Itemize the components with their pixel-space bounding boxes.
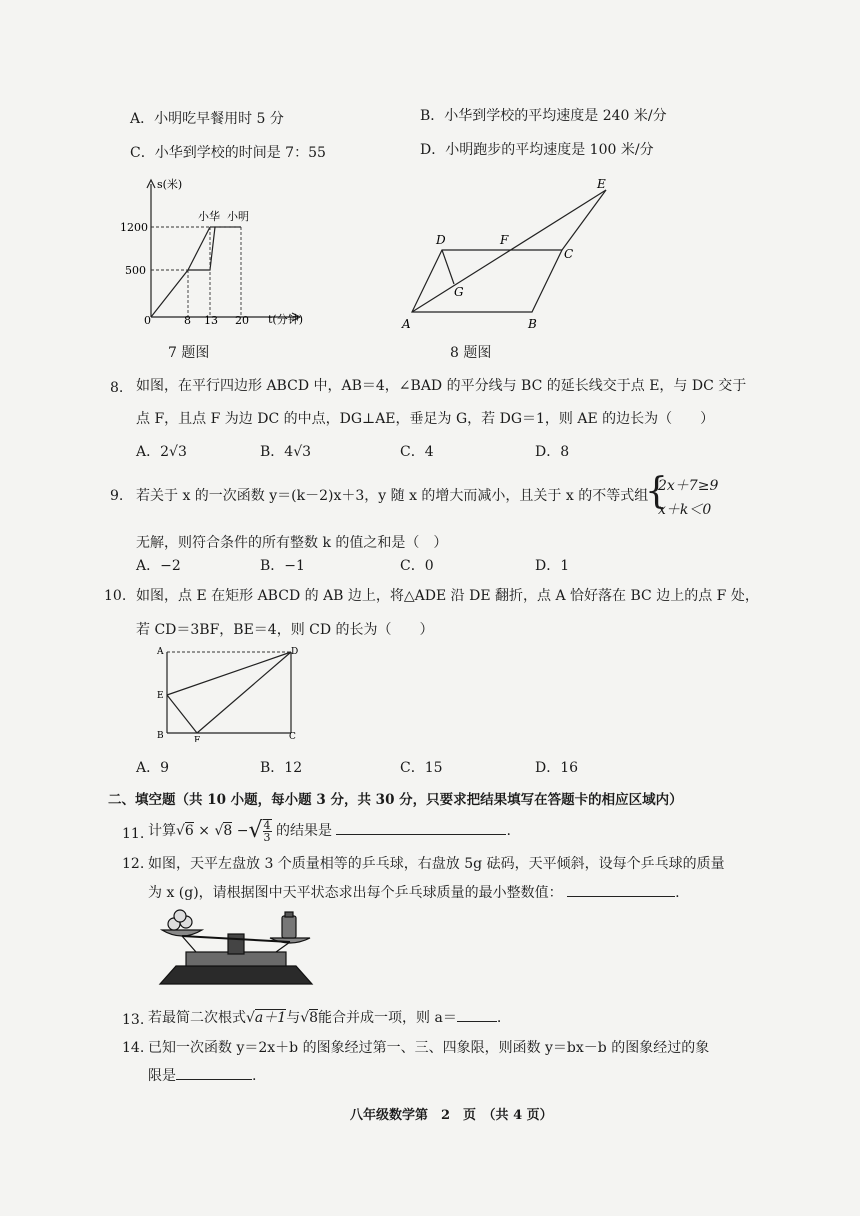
q10-point-a: A <box>157 647 164 657</box>
q8-number: 8. <box>110 380 124 396</box>
q8-point-c: C <box>564 247 574 261</box>
q10-option-d: D．16 <box>535 760 579 776</box>
q14-line2: 限是 <box>148 1068 176 1084</box>
q13-line: 若最简二次根式√a＋1与√8能合并成一项，则 a＝ . <box>148 1010 502 1026</box>
section2-title: 二、填空题（共 10 小题，每小题 3 分，共 30 分，只要求把结果填写在答题卡的相应区域内） <box>108 792 683 808</box>
q12-number: 12. <box>122 856 145 872</box>
q8-option-c: C．4 <box>400 444 434 460</box>
q8-point-a: A <box>402 317 411 331</box>
q11-prefix: 计算 <box>148 823 176 840</box>
q8-option-d: D．8 <box>535 444 570 460</box>
q8-point-e: E <box>597 177 606 191</box>
q13-radical-1: a＋1 <box>254 1010 287 1026</box>
q11-rad-b: 8 <box>223 823 233 840</box>
q10-point-c: C <box>289 732 296 742</box>
q7-option-a: A．小明吃早餐用时 5 分 <box>130 111 284 127</box>
q12-line2: 为 x (g)，请根据图中天平状态求出每个乒乓球质量的最小整数值： <box>148 885 563 901</box>
q12-line2-wrap: 为 x (g)，请根据图中天平状态求出每个乒乓球质量的最小整数值： . <box>148 885 680 901</box>
q10-point-b: B <box>157 731 164 741</box>
q12-answer-blank <box>567 896 675 897</box>
q13-mid: 与 <box>286 1010 301 1026</box>
balance-scale-image <box>156 908 316 990</box>
q14-number: 14. <box>122 1040 145 1056</box>
q7-x-tick-20: 20 <box>235 314 249 327</box>
q8-point-d: D <box>436 233 446 247</box>
q7-option-c: C．小华到学校的时间是 7：55 <box>130 145 326 161</box>
q8-point-b: B <box>528 317 537 331</box>
q9-option-a: A．−2 <box>136 558 181 574</box>
q7-option-b: B．小华到学校的平均速度是 240 米/分 <box>420 108 667 124</box>
q7-figure-caption: 7 题图 <box>168 345 210 361</box>
q7-y-tick-1200: 1200 <box>120 221 148 234</box>
q11-fraction: $\frac{4}{3}$ <box>263 818 271 845</box>
q7-label-xiaoming: 小明 <box>227 210 249 223</box>
q11-rad-a: 6 <box>184 823 194 840</box>
q11-answer-blank <box>336 834 506 835</box>
q7-label-xiaohua: 小华 <box>198 210 220 223</box>
q9-inequality-2: x＋k＜0 <box>658 502 712 518</box>
q9-brace: { <box>645 471 668 512</box>
q10-option-b: B．12 <box>260 760 303 776</box>
q9-inequality-1: 2x＋7≥9 <box>658 478 719 494</box>
q10-option-c: C．15 <box>400 760 443 776</box>
q11-minus: − <box>236 823 249 840</box>
q7-y-tick-500: 500 <box>125 264 146 277</box>
q8-figure-caption: 8 题图 <box>450 345 492 361</box>
q10-point-f: F <box>194 736 201 742</box>
q10-line1: 如图，点 E 在矩形 ABCD 的 AB 边上，将△ADE 沿 DE 翻折，点 A 恰好落在 BC 边上的点 F 处， <box>136 588 759 604</box>
q7-x-axis-label: t(分钟) <box>268 313 304 326</box>
q13-radical-2: 8 <box>309 1010 319 1026</box>
q8-point-g: G <box>454 285 464 299</box>
q10-point-d: D <box>291 647 299 657</box>
q7-y-axis-label: s(米) <box>157 178 183 191</box>
q13-answer-blank <box>457 1021 497 1022</box>
q7-origin: 0 <box>144 314 151 327</box>
q13-number: 13. <box>122 1012 145 1028</box>
q7-x-tick-8: 8 <box>184 314 191 327</box>
q13-suffix: 能合并成一项，则 a＝ <box>318 1010 457 1026</box>
q8-line1: 如图，在平行四边形 ABCD 中，AB＝4，∠BAD 的平分线与 BC 的延长线交于点 E，与 DC 交于 <box>136 378 747 394</box>
q11-number: 11. <box>122 826 145 842</box>
q10-number: 10. <box>104 588 127 604</box>
q9-line2: 无解，则符合条件的所有整数 k 的值之和是（ ） <box>136 535 448 551</box>
q9-option-c: C．0 <box>400 558 434 574</box>
q7-option-d: D．小明跑步的平均速度是 100 米/分 <box>420 142 654 158</box>
q14-answer-blank <box>176 1079 252 1080</box>
q13-prefix: 若最简二次根式 <box>148 1010 246 1026</box>
q14-line2-wrap: 限是 . <box>148 1068 257 1084</box>
q10-option-a: A．9 <box>136 760 170 776</box>
q9-line1: 若关于 x 的一次函数 y＝(k－2)x＋3，y 随 x 的增大而减小，且关于 x 的不等式组 <box>136 488 649 504</box>
q12-line1: 如图，天平左盘放 3 个质量相等的乒乓球，右盘放 5g 砝码，天平倾斜，设每个乒乓球的质量 <box>148 856 725 872</box>
q9-option-b: B．−1 <box>260 558 305 574</box>
q9-number: 9. <box>110 488 124 504</box>
q11-times: × <box>198 823 211 840</box>
q7-x-tick-13: 13 <box>204 314 218 327</box>
q11-suffix: 的结果是 <box>276 823 332 840</box>
q14-line1: 已知一次函数 y＝2x＋b 的图象经过第一、三、四象限，则函数 y＝bx－b 的图象经过的象 <box>148 1040 710 1056</box>
q8-line2: 点 F，且点 F 为边 DC 的中点，DG⊥AE，垂足为 G，若 DG＝1，则 AE 的边长为（ ） <box>136 411 715 427</box>
page-footer: 八年级数学第 2 页 （共 4 页） <box>350 1108 553 1123</box>
q10-point-e: E <box>157 691 164 701</box>
q7-graph <box>118 172 328 332</box>
q8-option-a: A．2√3 <box>136 444 187 460</box>
q8-option-b: B．4√3 <box>260 444 312 460</box>
q10-line2: 若 CD＝3BF，BE＝4，则 CD 的长为（ ） <box>136 622 434 638</box>
q11-expression: 计算√6 × √8 −√ $\frac{4}{3}$ 的结果是 . <box>148 818 511 845</box>
q8-point-f: F <box>500 233 509 247</box>
q8-figure <box>400 176 620 336</box>
q9-option-d: D．1 <box>535 558 570 574</box>
q10-figure <box>155 642 315 742</box>
